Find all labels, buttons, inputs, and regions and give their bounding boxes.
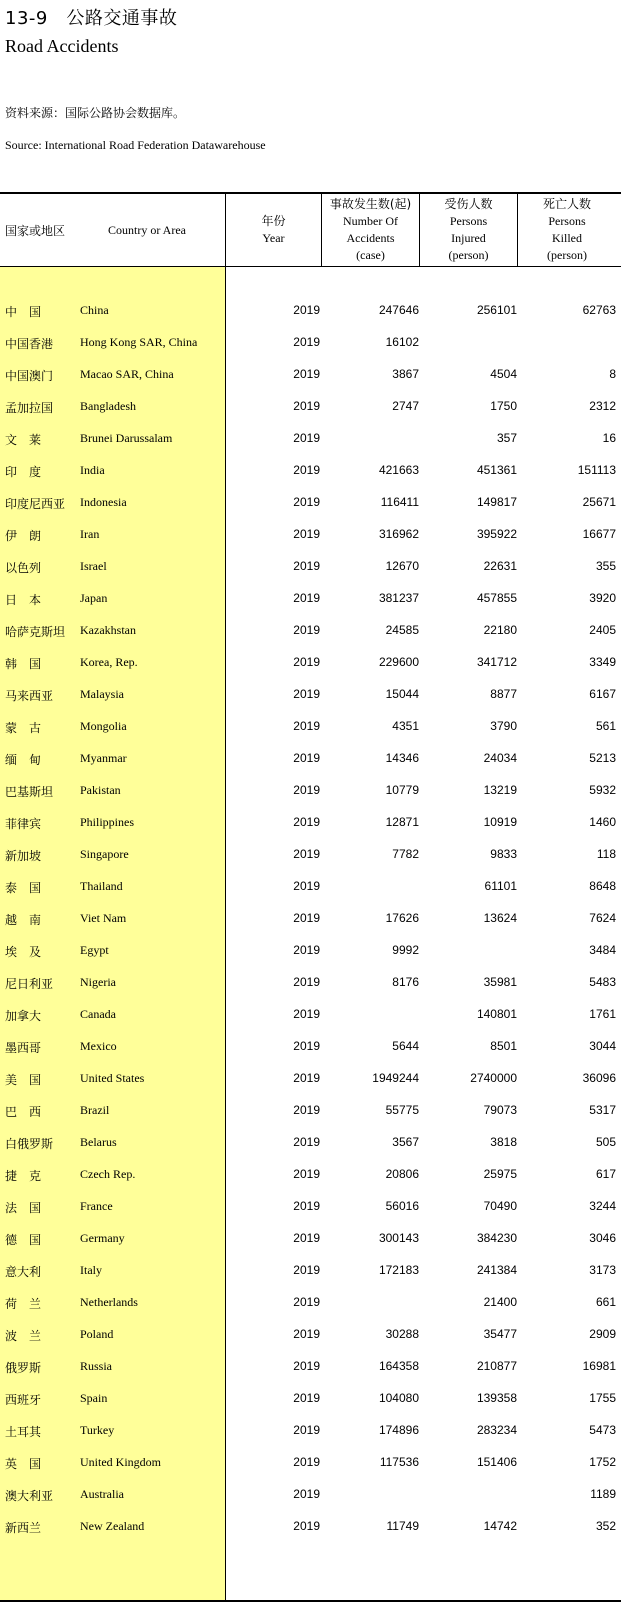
killed-cell: 36096 bbox=[582, 1071, 616, 1085]
year-cell: 2019 bbox=[293, 1455, 320, 1469]
table-row bbox=[0, 1192, 621, 1224]
killed-cell: 1752 bbox=[589, 1455, 616, 1469]
country-name-cn: 巴 西 bbox=[5, 1105, 42, 1119]
year-cell: 2019 bbox=[293, 1487, 320, 1501]
injured-cell: 140801 bbox=[476, 1007, 517, 1021]
country-name-cn: 蒙 古 bbox=[5, 721, 42, 735]
year-cell: 2019 bbox=[293, 1167, 320, 1181]
killed-cell: 505 bbox=[595, 1135, 616, 1149]
year-cell: 2019 bbox=[293, 495, 320, 509]
country-name-cn: 英 国 bbox=[5, 1457, 42, 1471]
injured-cell: 10919 bbox=[483, 815, 517, 829]
country-name-en: Myanmar bbox=[80, 751, 127, 765]
year-cell: 2019 bbox=[293, 879, 320, 893]
year-cell: 2019 bbox=[293, 367, 320, 381]
country-name-cn: 印度尼西亚 bbox=[5, 497, 66, 511]
country-name-cn: 印 度 bbox=[5, 465, 42, 479]
accidents-cell: 11749 bbox=[386, 1519, 419, 1533]
accidents-cell: 316962 bbox=[378, 527, 419, 541]
header-country-en: Country or Area bbox=[108, 222, 186, 237]
injured-cell: 139358 bbox=[476, 1391, 517, 1405]
year-cell: 2019 bbox=[293, 1007, 320, 1021]
accidents-cell: 5644 bbox=[392, 1039, 419, 1053]
country-name-cn: 巴基斯坦 bbox=[5, 785, 54, 799]
year-cell: 2019 bbox=[293, 559, 320, 573]
table-row bbox=[0, 936, 621, 968]
header-injured-en-1: Persons bbox=[449, 214, 488, 228]
header-country-cn: 国家或地区 bbox=[5, 223, 66, 238]
country-name-en: Macao SAR, China bbox=[80, 367, 174, 381]
table-row bbox=[0, 1416, 621, 1448]
country-name-cn: 中国澳门 bbox=[5, 369, 54, 383]
accidents-cell: 381237 bbox=[378, 591, 419, 605]
accidents-cell: 56016 bbox=[385, 1199, 419, 1213]
country-name-cn: 缅 甸 bbox=[5, 753, 42, 767]
table-row bbox=[0, 1000, 621, 1032]
injured-cell: 149817 bbox=[476, 495, 517, 509]
header-accidents-en-1: Number Of bbox=[343, 214, 398, 228]
source-note-en: Source: International Road Federation Datawarehouse bbox=[5, 138, 266, 152]
injured-cell: 9833 bbox=[490, 847, 517, 861]
year-cell: 2019 bbox=[293, 655, 320, 669]
injured-cell: 22631 bbox=[483, 559, 517, 573]
year-cell: 2019 bbox=[293, 303, 320, 317]
injured-cell: 21400 bbox=[483, 1295, 517, 1309]
country-name-en: Hong Kong SAR, China bbox=[80, 335, 198, 349]
year-cell: 2019 bbox=[293, 847, 320, 861]
country-name-en: Belarus bbox=[80, 1135, 117, 1149]
killed-cell: 5213 bbox=[589, 751, 616, 765]
table-row bbox=[0, 1512, 621, 1544]
country-name-en: United Kingdom bbox=[80, 1455, 161, 1469]
table-row bbox=[0, 1288, 621, 1320]
killed-cell: 16981 bbox=[582, 1359, 616, 1373]
country-name-en: New Zealand bbox=[80, 1519, 145, 1533]
table-row bbox=[0, 1480, 621, 1512]
injured-cell: 35981 bbox=[483, 975, 517, 989]
year-cell: 2019 bbox=[293, 463, 320, 477]
table-row bbox=[0, 1224, 621, 1256]
country-name-en: India bbox=[80, 463, 105, 477]
header-bottom-rule bbox=[0, 266, 621, 267]
table-number-title-cn: 13-9 公路交通事故 bbox=[5, 8, 178, 29]
country-name-cn: 哈萨克斯坦 bbox=[5, 625, 66, 639]
table-row bbox=[0, 1384, 621, 1416]
table-row bbox=[0, 360, 621, 392]
table-row bbox=[0, 584, 621, 616]
killed-cell: 3920 bbox=[589, 591, 616, 605]
killed-cell: 3046 bbox=[589, 1231, 616, 1245]
country-name-cn: 泰 国 bbox=[5, 881, 42, 895]
country-name-en: Netherlands bbox=[80, 1295, 138, 1309]
killed-cell: 2312 bbox=[589, 399, 616, 413]
country-name-en: Singapore bbox=[80, 847, 129, 861]
killed-cell: 1761 bbox=[589, 1007, 616, 1021]
injured-cell: 22180 bbox=[483, 623, 517, 637]
header-accidents-cn: 事故发生数(起) bbox=[329, 197, 412, 211]
year-cell: 2019 bbox=[293, 1519, 320, 1533]
country-name-en: Kazakhstan bbox=[80, 623, 136, 637]
killed-cell: 3349 bbox=[589, 655, 616, 669]
year-cell: 2019 bbox=[293, 1423, 320, 1437]
injured-cell: 241384 bbox=[476, 1263, 517, 1277]
injured-cell: 151406 bbox=[476, 1455, 517, 1469]
year-cell: 2019 bbox=[293, 1135, 320, 1149]
accidents-cell: 16102 bbox=[385, 335, 419, 349]
country-name-en: Mexico bbox=[80, 1039, 117, 1053]
table-row bbox=[0, 904, 621, 936]
country-name-cn: 马来西亚 bbox=[5, 689, 54, 703]
country-name-cn: 西班牙 bbox=[5, 1393, 42, 1407]
country-name-en: Canada bbox=[80, 1007, 116, 1021]
country-name-en: Indonesia bbox=[80, 495, 127, 509]
header-injured bbox=[420, 194, 517, 266]
table-row bbox=[0, 552, 621, 584]
accidents-cell: 17626 bbox=[385, 911, 419, 925]
killed-cell: 3044 bbox=[589, 1039, 616, 1053]
injured-cell: 4504 bbox=[490, 367, 517, 381]
table-row bbox=[0, 1320, 621, 1352]
injured-cell: 70490 bbox=[483, 1199, 517, 1213]
table-bottom-rule bbox=[0, 1600, 621, 1602]
country-name-cn: 土耳其 bbox=[5, 1425, 42, 1439]
accidents-cell: 172183 bbox=[378, 1263, 419, 1277]
year-cell: 2019 bbox=[293, 687, 320, 701]
country-name-en: Israel bbox=[80, 559, 107, 573]
accidents-cell: 3567 bbox=[392, 1135, 419, 1149]
year-cell: 2019 bbox=[293, 1359, 320, 1373]
accidents-cell: 20806 bbox=[385, 1167, 419, 1181]
killed-cell: 25671 bbox=[582, 495, 616, 509]
header-year bbox=[226, 194, 321, 266]
accidents-cell: 1949244 bbox=[372, 1071, 419, 1085]
table-title-en: Road Accidents bbox=[5, 36, 119, 56]
accidents-cell: 8176 bbox=[392, 975, 419, 989]
year-cell: 2019 bbox=[293, 815, 320, 829]
accidents-cell: 421663 bbox=[378, 463, 419, 477]
accidents-cell: 9992 bbox=[392, 943, 419, 957]
country-name-cn: 韩 国 bbox=[5, 657, 42, 671]
killed-cell: 6167 bbox=[589, 687, 616, 701]
country-name-cn: 法 国 bbox=[5, 1201, 42, 1215]
killed-cell: 352 bbox=[595, 1519, 616, 1533]
accidents-cell: 30288 bbox=[385, 1327, 419, 1341]
country-name-cn: 意大利 bbox=[5, 1265, 42, 1279]
injured-cell: 457855 bbox=[476, 591, 517, 605]
killed-cell: 8 bbox=[609, 367, 616, 381]
header-accidents bbox=[322, 194, 419, 266]
injured-cell: 341712 bbox=[476, 655, 517, 669]
year-cell: 2019 bbox=[293, 1039, 320, 1053]
killed-cell: 1189 bbox=[590, 1487, 616, 1501]
injured-cell: 3790 bbox=[490, 719, 517, 733]
accidents-cell: 247646 bbox=[378, 303, 419, 317]
country-name-en: Japan bbox=[80, 591, 108, 605]
injured-cell: 13219 bbox=[483, 783, 517, 797]
country-name-cn: 荷 兰 bbox=[5, 1297, 42, 1311]
injured-cell: 384230 bbox=[476, 1231, 517, 1245]
country-name-cn: 尼日利亚 bbox=[5, 977, 54, 991]
country-name-en: Egypt bbox=[80, 943, 109, 957]
country-name-en: Italy bbox=[80, 1263, 102, 1277]
year-cell: 2019 bbox=[293, 623, 320, 637]
table-row bbox=[0, 744, 621, 776]
country-name-cn: 越 南 bbox=[5, 913, 42, 927]
killed-cell: 16677 bbox=[582, 527, 616, 541]
injured-cell: 1750 bbox=[490, 399, 517, 413]
injured-cell: 8877 bbox=[490, 687, 517, 701]
table-row bbox=[0, 488, 621, 520]
country-name-en: France bbox=[80, 1199, 113, 1213]
injured-cell: 8501 bbox=[490, 1039, 517, 1053]
killed-cell: 3484 bbox=[589, 943, 616, 957]
table-row bbox=[0, 680, 621, 712]
table-row bbox=[0, 648, 621, 680]
year-cell: 2019 bbox=[293, 975, 320, 989]
table-row bbox=[0, 424, 621, 456]
table-row bbox=[0, 1064, 621, 1096]
killed-cell: 5483 bbox=[589, 975, 616, 989]
table-row bbox=[0, 840, 621, 872]
killed-cell: 5317 bbox=[589, 1103, 616, 1117]
table-row bbox=[0, 1096, 621, 1128]
injured-cell: 256101 bbox=[476, 303, 517, 317]
table-row bbox=[0, 1160, 621, 1192]
killed-cell: 3173 bbox=[589, 1263, 616, 1277]
country-name-cn: 墨西哥 bbox=[5, 1041, 42, 1055]
year-cell: 2019 bbox=[293, 719, 320, 733]
table-row bbox=[0, 1352, 621, 1384]
killed-cell: 151113 bbox=[577, 463, 616, 477]
killed-cell: 1755 bbox=[589, 1391, 616, 1405]
killed-cell: 3244 bbox=[589, 1199, 616, 1213]
header-injured-cn: 受伤人数 bbox=[444, 197, 493, 211]
header-killed-cn: 死亡人数 bbox=[542, 197, 591, 211]
accidents-cell: 117536 bbox=[379, 1455, 419, 1469]
injured-cell: 395922 bbox=[476, 527, 517, 541]
accidents-cell: 229600 bbox=[378, 655, 419, 669]
injured-cell: 451361 bbox=[476, 463, 517, 477]
accidents-cell: 164358 bbox=[378, 1359, 419, 1373]
accidents-cell: 300143 bbox=[378, 1231, 419, 1245]
killed-cell: 2405 bbox=[589, 623, 616, 637]
accidents-cell: 7782 bbox=[392, 847, 419, 861]
year-cell: 2019 bbox=[293, 1391, 320, 1405]
country-name-en: Poland bbox=[80, 1327, 114, 1341]
country-name-en: United States bbox=[80, 1071, 145, 1085]
table-row bbox=[0, 456, 621, 488]
road-accidents-table bbox=[0, 192, 621, 1603]
country-name-en: Bangladesh bbox=[80, 399, 136, 413]
injured-cell: 3818 bbox=[490, 1135, 517, 1149]
year-cell: 2019 bbox=[293, 527, 320, 541]
country-name-cn: 伊 朗 bbox=[5, 529, 42, 543]
killed-cell: 62763 bbox=[582, 303, 616, 317]
table-row bbox=[0, 1032, 621, 1064]
injured-cell: 24034 bbox=[483, 751, 517, 765]
table-row bbox=[0, 520, 621, 552]
header-year-en: Year bbox=[262, 231, 285, 245]
header-injured-en-2: Injured bbox=[451, 231, 486, 245]
country-name-cn: 澳大利亚 bbox=[5, 1489, 54, 1503]
accidents-cell: 14346 bbox=[385, 751, 419, 765]
year-cell: 2019 bbox=[293, 1103, 320, 1117]
table-row bbox=[0, 776, 621, 808]
country-name-cn: 俄罗斯 bbox=[5, 1361, 42, 1375]
header-accidents-unit: (case) bbox=[356, 248, 385, 262]
accidents-cell: 15044 bbox=[385, 687, 419, 701]
table-row bbox=[0, 1448, 621, 1480]
killed-cell: 8648 bbox=[589, 879, 616, 893]
injured-cell: 357 bbox=[496, 431, 517, 445]
country-name-en: Czech Rep. bbox=[80, 1167, 136, 1181]
injured-cell: 61101 bbox=[484, 879, 517, 893]
country-name-en: Mongolia bbox=[80, 719, 127, 733]
country-name-en: Brunei Darussalam bbox=[80, 431, 173, 445]
country-name-cn: 美 国 bbox=[5, 1073, 42, 1087]
source-note-cn: 资料来源：国际公路协会数据库。 bbox=[5, 106, 186, 120]
country-name-en: Philippines bbox=[80, 815, 135, 829]
table-row bbox=[0, 712, 621, 744]
country-name-cn: 中国香港 bbox=[5, 337, 54, 351]
country-name-en: Thailand bbox=[80, 879, 123, 893]
header-killed-unit: (person) bbox=[547, 248, 587, 262]
country-name-en: Pakistan bbox=[80, 783, 121, 797]
injured-cell: 79073 bbox=[483, 1103, 517, 1117]
country-name-en: Germany bbox=[80, 1231, 125, 1245]
country-name-en: Korea, Rep. bbox=[80, 655, 138, 669]
country-name-cn: 德 国 bbox=[5, 1233, 42, 1247]
year-cell: 2019 bbox=[293, 943, 320, 957]
injured-cell: 210877 bbox=[476, 1359, 517, 1373]
country-name-en: Turkey bbox=[80, 1423, 115, 1437]
country-name-en: China bbox=[80, 303, 109, 317]
table-row bbox=[0, 968, 621, 1000]
country-name-cn: 白俄罗斯 bbox=[5, 1137, 54, 1151]
accidents-cell: 3867 bbox=[392, 367, 419, 381]
injured-cell: 14742 bbox=[483, 1519, 517, 1533]
table-row bbox=[0, 808, 621, 840]
injured-cell: 35477 bbox=[483, 1327, 517, 1341]
accidents-cell: 10779 bbox=[385, 783, 419, 797]
country-name-cn: 以色列 bbox=[5, 561, 42, 575]
killed-cell: 561 bbox=[595, 719, 616, 733]
killed-cell: 2909 bbox=[589, 1327, 616, 1341]
killed-cell: 118 bbox=[596, 847, 616, 861]
killed-cell: 661 bbox=[595, 1295, 616, 1309]
country-name-cn: 日 本 bbox=[5, 593, 42, 607]
year-cell: 2019 bbox=[293, 1263, 320, 1277]
injured-cell: 13624 bbox=[483, 911, 517, 925]
year-cell: 2019 bbox=[293, 1071, 320, 1085]
killed-cell: 5473 bbox=[589, 1423, 616, 1437]
country-name-en: Spain bbox=[80, 1391, 108, 1405]
country-name-cn: 加拿大 bbox=[5, 1009, 42, 1023]
accidents-cell: 4351 bbox=[392, 719, 419, 733]
killed-cell: 617 bbox=[595, 1167, 616, 1181]
accidents-cell: 116411 bbox=[380, 495, 419, 509]
year-cell: 2019 bbox=[293, 1231, 320, 1245]
accidents-cell: 104080 bbox=[378, 1391, 419, 1405]
year-cell: 2019 bbox=[293, 1295, 320, 1309]
country-name-en: Nigeria bbox=[80, 975, 116, 989]
header-accidents-en-2: Accidents bbox=[346, 231, 395, 245]
accidents-cell: 12670 bbox=[385, 559, 419, 573]
country-name-cn: 孟加拉国 bbox=[5, 401, 54, 415]
header-killed-en-1: Persons bbox=[548, 214, 586, 228]
year-cell: 2019 bbox=[293, 1327, 320, 1341]
year-cell: 2019 bbox=[293, 335, 320, 349]
killed-cell: 355 bbox=[595, 559, 616, 573]
accidents-cell: 55775 bbox=[385, 1103, 419, 1117]
killed-cell: 7624 bbox=[589, 911, 616, 925]
year-cell: 2019 bbox=[293, 1199, 320, 1213]
country-name-en: Australia bbox=[80, 1487, 124, 1501]
year-cell: 2019 bbox=[293, 591, 320, 605]
country-name-cn: 波 兰 bbox=[5, 1329, 42, 1343]
country-name-en: Iran bbox=[80, 527, 100, 541]
injured-cell: 283234 bbox=[476, 1423, 517, 1437]
table-row bbox=[0, 328, 621, 360]
header-injured-unit: (person) bbox=[448, 248, 489, 262]
country-name-cn: 捷 克 bbox=[5, 1169, 42, 1183]
country-name-cn: 菲律宾 bbox=[5, 817, 42, 831]
accidents-cell: 12871 bbox=[385, 815, 419, 829]
country-name-en: Malaysia bbox=[80, 687, 124, 701]
table-body bbox=[0, 296, 621, 1544]
table-row bbox=[0, 1128, 621, 1160]
country-name-en: Russia bbox=[80, 1359, 113, 1373]
year-cell: 2019 bbox=[293, 751, 320, 765]
accidents-cell: 2747 bbox=[392, 399, 419, 413]
accidents-cell: 24585 bbox=[385, 623, 419, 637]
killed-cell: 5932 bbox=[589, 783, 616, 797]
country-name-cn: 文 莱 bbox=[5, 433, 42, 447]
year-cell: 2019 bbox=[293, 911, 320, 925]
header-year-cn: 年份 bbox=[261, 214, 286, 228]
country-name-cn: 新加坡 bbox=[5, 849, 42, 863]
killed-cell: 1460 bbox=[589, 815, 616, 829]
table-row bbox=[0, 296, 621, 328]
country-name-en: Brazil bbox=[80, 1103, 110, 1117]
header-killed-en-2: Killed bbox=[551, 231, 582, 245]
header-killed bbox=[518, 194, 616, 266]
country-name-cn: 新西兰 bbox=[5, 1521, 42, 1535]
table-row bbox=[0, 616, 621, 648]
accidents-cell: 174896 bbox=[378, 1423, 419, 1437]
country-name-cn: 中 国 bbox=[5, 305, 42, 319]
country-name-en: Viet Nam bbox=[80, 911, 127, 925]
table-row bbox=[0, 1256, 621, 1288]
year-cell: 2019 bbox=[293, 783, 320, 797]
year-cell: 2019 bbox=[293, 399, 320, 413]
killed-cell: 16 bbox=[602, 431, 616, 445]
injured-cell: 2740000 bbox=[470, 1071, 517, 1085]
country-name-cn: 埃 及 bbox=[5, 945, 42, 959]
table-row bbox=[0, 872, 621, 904]
table-row bbox=[0, 392, 621, 424]
year-cell: 2019 bbox=[293, 431, 320, 445]
injured-cell: 25975 bbox=[483, 1167, 517, 1181]
